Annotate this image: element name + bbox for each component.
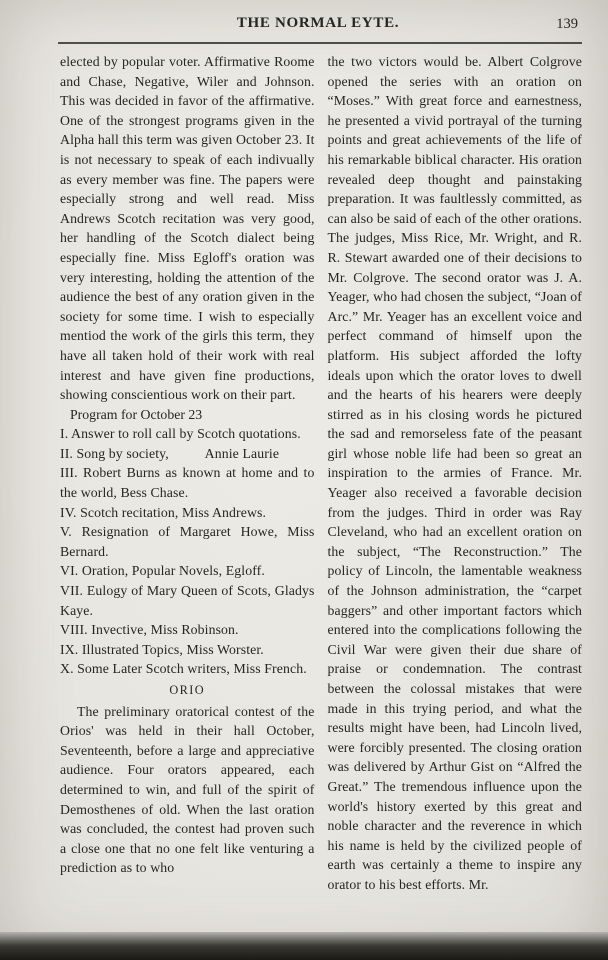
paragraph-alpha-report: elected by popular voter. Affirmative Roome and Chase, Negative, Wiler and Johnson. This was decided in favor of the affirmative. One of the strongest programs given in the Alpha hall this term was given October 23. It is not necessary to speak of each indivually as every member was fine. The papers were especially strong and well read. Miss Andrews Scotch recitation was very good, her handling of the Scotch dialect being especially fine. Miss Egloff's oration was very interesting, holding the attention of the audience the best of any oration given in the society for some time. I wish to especially mentiod the work of the girls this term, they have all taken hold of their work with real interest and have given fine productions, showing conscientious work on their part. bbox=[60, 54, 315, 403]
program-item-text: II. Song by society, bbox=[60, 445, 169, 461]
program-item-3 bbox=[60, 463, 315, 502]
program-item-4 bbox=[60, 503, 315, 523]
program-item-tail bbox=[264, 642, 300, 657]
journal-title: THE NORMAL EYTE. bbox=[236, 15, 400, 31]
program-item-6 bbox=[60, 561, 315, 581]
program-item-tail bbox=[239, 622, 275, 637]
program-item-2 bbox=[60, 444, 315, 464]
section-heading-orio: ORIO bbox=[169, 683, 206, 697]
page-header bbox=[0, 15, 608, 39]
program-item-tail bbox=[188, 485, 224, 500]
program-item-10 bbox=[60, 659, 315, 679]
program-item-8 bbox=[60, 620, 315, 640]
scan-bottom-edge bbox=[0, 932, 608, 960]
program-item-tail bbox=[265, 563, 301, 578]
paragraph-orio-contest-continued: the two victors would be. Albert Colgrove opened the series with an oration on “Moses.” With great force and earnestness, he presented a vivid portrayal of the turning points and great achievements of the life of his remarkable biblical character. His oration revealed deep thought and painstaking preparation. It was faultlessly committed, as can also be said of each of the other orations. The judges, Miss Rice, Mr. Wright, and R. R. Stewart awarded one of their decisions to Mr. Colgrove. The second orator was J. A. Yeager, who had chosen the subject, “Joan of Arc.” Mr. Yeager has an excellent voice and perfect command of himself upon the platform. His subject afforded the lofty ideals upon which the orator loves to dwell and the hearts of his hearers were deeply stirred as in his closing words he pictured the sad and remorseless fate of the peasant girl whose noble life had been so great an inspiration to the armies of France. Mr. Yeager also received a favorable decision from the judges. Third in order was Ray Cleveland, who had an excellent oration on the subject, “The Reconstruction.” The policy of Lincoln, the lamentable weakness of the Johnson administration, the “carpet baggers” and other important factors which entered into the complications following the Civil War were given their due share of praise or condemnation. The contrast between the colossal mistakes that were made in this trying period, and what the results might have been, had Lincoln lived, were forcibly presented. The closing oration was delivered by Arthur Gist on “Alfred the Great.” The tremendous influence upon the world's history exerted by this great and noble character and the reverence in which his name is held by the civilized people of earth was certainly a theme to inspire any orator to his best efforts. Mr. bbox=[327, 54, 582, 892]
program-heading: Program for October 23 bbox=[70, 406, 203, 422]
program-item-tail: Annie Laurie bbox=[204, 445, 280, 461]
program-item-tail bbox=[109, 544, 145, 559]
text-columns bbox=[0, 44, 608, 895]
paragraph-orio-contest: The preliminary oratorical contest of the Orios' was held in their hall October, Seventeenth, before a large and appreciative audience. Four orators appeared, each determined to win, and full of the spirit of Demosthenes of old. When the last oration was concluded, the contest had proven such a close one that no one felt like venturing a prediction as to who bbox=[60, 703, 315, 876]
program-item-tail bbox=[93, 603, 129, 618]
program-item-text: VII. Eulogy of Mary Queen of Scots, Gladys Kaye. bbox=[60, 583, 315, 618]
page-number: 139 bbox=[556, 16, 578, 32]
program-item-tail bbox=[266, 505, 302, 520]
program-item-text: IV. Scotch recitation, Miss Andrews. bbox=[60, 504, 267, 520]
program-item-text: IX. Illustrated Topics, Miss Worster. bbox=[60, 641, 264, 657]
program-item-text: X. Some Later Scotch writers, Miss French. bbox=[60, 661, 307, 677]
program-item-text: V. Resignation of Margaret Howe, Miss Bernard. bbox=[60, 524, 315, 559]
program-item-text: VIII. Invective, Miss Robinson. bbox=[60, 622, 239, 638]
program-item-7 bbox=[60, 581, 315, 620]
right-column bbox=[328, 52, 583, 895]
program-item-text: VI. Oration, Popular Novels, Egloff. bbox=[60, 563, 265, 579]
program-item-1 bbox=[60, 424, 315, 444]
program-item-text: III. Robert Burns as known at home and to the world, Bess Chase. bbox=[60, 465, 315, 501]
program-item-text: I. Answer to roll call by Scotch quotations. bbox=[60, 426, 301, 442]
program-item-5 bbox=[60, 522, 315, 561]
left-column bbox=[60, 52, 315, 895]
program-item-9 bbox=[60, 640, 315, 660]
